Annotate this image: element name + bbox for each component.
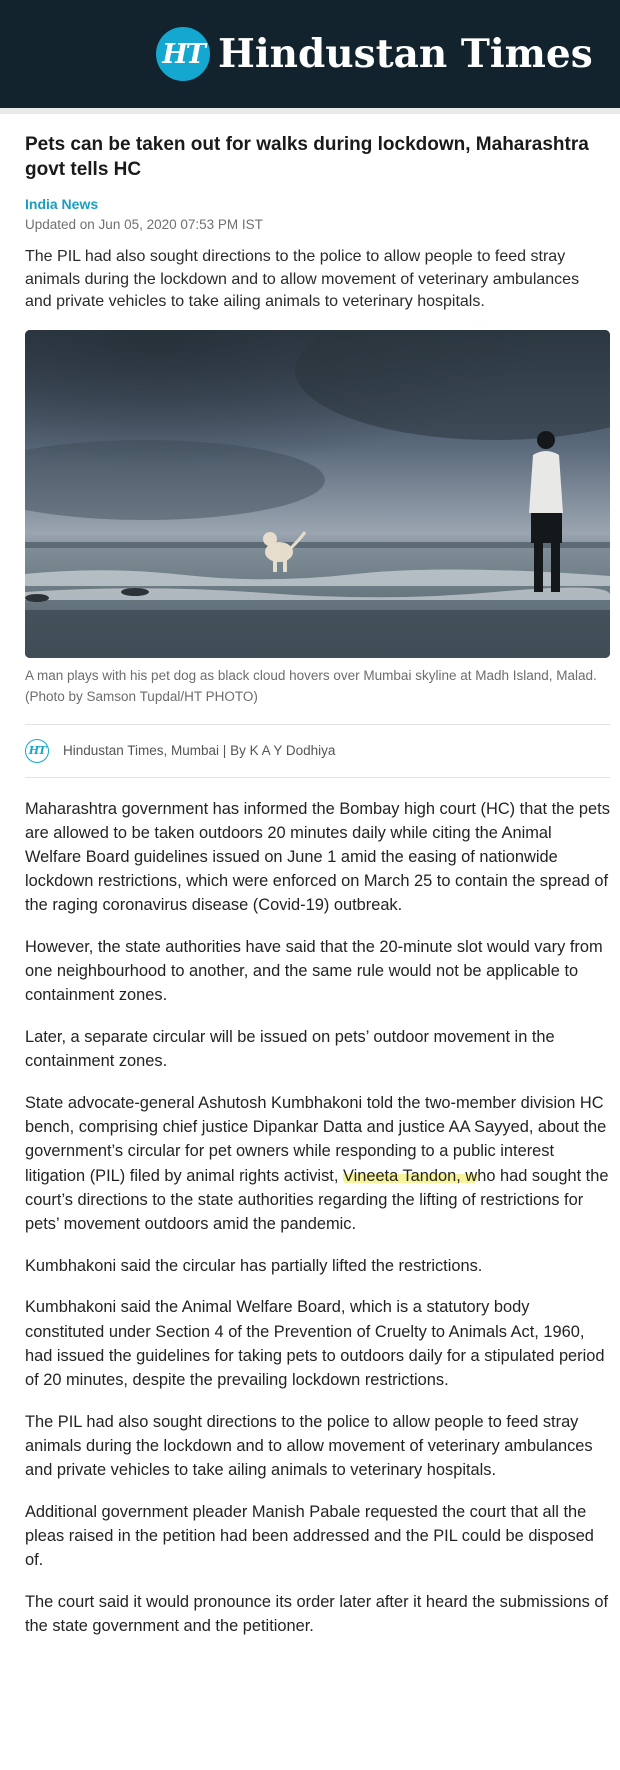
article-headline: Pets can be taken out for walks during lockdown, Maharashtra govt tells HC [25, 134, 589, 180]
paragraph: The court said it would pronounce its order later after it heard the submissions of the state government and the petitioner. [25, 1592, 609, 1636]
article-summary: The PIL had also sought directions to the police to allow people to feed stray animals during the lockdown and to allow movement of veterinary ambulances and private vehicles to take ailing animals to veterinary hospitals. [25, 248, 580, 310]
updated-timestamp: Updated on Jun 05, 2020 07:53 PM IST [25, 217, 263, 232]
paragraph: Later, a separate circular will be issued on pets’ outdoor movement in the containment zones. [25, 1028, 555, 1071]
section-link[interactable]: India News [25, 196, 99, 212]
article-body [25, 797, 610, 1639]
paragraph: Kumbhakoni said the Animal Welfare Board, which is a statutory body constituted under Section 4 of the Prevention of Cruelty to Animals Act, 1960, had issued the guidelines for taking pets to outdoors daily for a stipulated period of 20 minutes, despite the prevailing lockdown restrictions. [25, 1298, 605, 1390]
paragraph: Additional government pleader Manish Pabale requested the court that all the pleas raised in the petition had been addressed and the PIL could be disposed of. [25, 1502, 594, 1570]
paragraph: Maharashtra government has informed the Bombay high court (HC) that the pets are allowed to be taken outdoors 20 minutes daily while citing the Animal Welfare Board guidelines issued on June 1 amid the easing of nationwide lockdown restrictions, which were enforced on March 25 to contain the spread of the raging coronavirus disease (Covid-19) outbreak. [25, 799, 610, 915]
paragraph-text: ho had sought the court’s directions to the state authorities regarding the lifting of restrictions for pets’ movement outdoors amid the pandemic. [25, 1166, 609, 1234]
byline [25, 724, 610, 778]
ht-badge-icon: HT [25, 739, 49, 763]
byline-text: Hindustan Times, Mumbai | By K A Y Dodhiya [63, 743, 336, 758]
article-photo [25, 330, 610, 658]
highlighted-text: Vineeta Tandon, w [342, 1166, 478, 1185]
ht-logo-icon: HT [156, 27, 210, 81]
paragraph: However, the state authorities have said that the 20-minute slot would vary from one neighbourhood to another, and the same rule would not be applicable to containment zones. [25, 938, 603, 1005]
site-logo[interactable] [156, 27, 593, 81]
article-content [25, 132, 610, 1656]
beach-scene-image [25, 330, 610, 658]
paragraph: The PIL had also sought directions to the police to allow people to feed stray animals during the lockdown and to allow movement of veterinary ambulances and private vehicles to take ailing animals to veterinary hospitals. [25, 1412, 593, 1480]
paragraph-text: State advocate-general Ashutosh Kumbhakoni told the two-member division HC bench, comprising chief justice Dipankar Datta and justice AA Sayyed, about the government’s circular for pet owners while responding to a public interest litigation (PIL) filed by animal rights activist, [25, 1094, 607, 1185]
paragraph [25, 1091, 610, 1236]
paragraph: Kumbhakoni said the circular has partially lifted the restrictions. [25, 1256, 483, 1275]
photo-caption: A man plays with his pet dog as black cloud hovers over Mumbai skyline at Madh Island, Malad. (Photo by Samson Tupdal/HT PHOTO) [25, 667, 597, 704]
article-card [0, 108, 620, 1770]
brand-name: Hindustan Times [218, 31, 593, 77]
masthead [0, 0, 620, 108]
